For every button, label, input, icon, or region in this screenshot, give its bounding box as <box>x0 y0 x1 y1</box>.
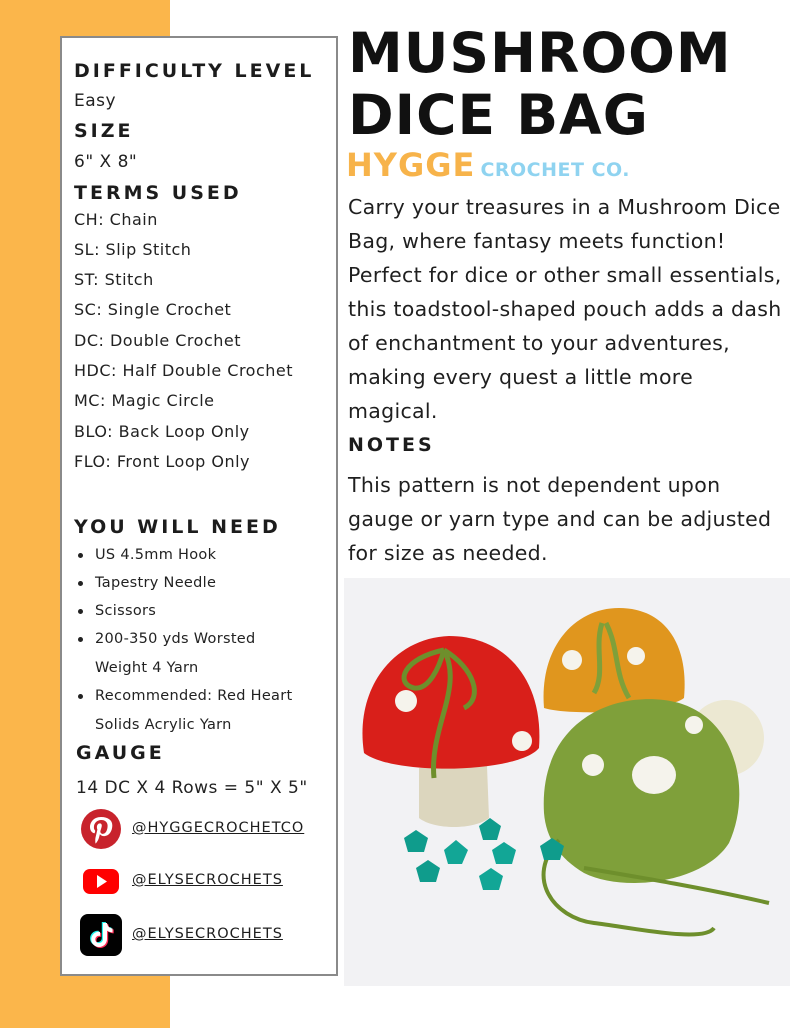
term-item: BLO: Back Loop Only <box>74 422 250 441</box>
difficulty-value: Easy <box>74 91 117 111</box>
brand-crochet-co: CROCHET CO. <box>480 159 630 181</box>
term-item: SL: Slip Stitch <box>74 240 192 259</box>
brand-hygge: HYGGE <box>346 146 476 184</box>
size-value: 6" X 8" <box>74 152 138 172</box>
bullet-icon <box>78 694 83 699</box>
need-heading: YOU WILL NEED <box>74 516 281 538</box>
title-line: MUSHROOM <box>348 21 732 85</box>
social-tiktok[interactable] <box>80 914 320 958</box>
term-item: SC: Single Crochet <box>74 300 232 319</box>
bullet-icon <box>78 637 83 642</box>
term-item: CH: Chain <box>74 210 158 229</box>
title-line: DICE BAG <box>348 83 649 147</box>
need-list-item: Tapestry Needle <box>78 569 328 598</box>
need-list-item: Scissors <box>78 597 328 626</box>
product-photo <box>344 578 790 986</box>
social-pinterest[interactable] <box>80 808 320 852</box>
term-item: HDC: Half Double Crochet <box>74 361 294 380</box>
term-item: FLO: Front Loop Only <box>74 452 250 471</box>
need-list-item: Recommended: Red Heart Solids Acrylic Yarn <box>78 682 326 739</box>
social-handle[interactable]: @HYGGECROCHETCO <box>132 820 305 836</box>
notes-heading: NOTES <box>348 434 435 456</box>
bullet-icon <box>78 553 83 558</box>
social-handle[interactable]: @ELYSECROCHETS <box>132 926 283 942</box>
pattern-info-panel <box>60 36 338 976</box>
page-title <box>348 22 788 146</box>
bullet-icon <box>78 581 83 586</box>
social-handle[interactable]: @ELYSECROCHETS <box>132 872 283 888</box>
tiktok-icon <box>80 914 122 956</box>
gauge-heading: GAUGE <box>76 742 165 764</box>
social-youtube[interactable] <box>80 860 320 904</box>
difficulty-heading: DIFFICULTY LEVEL <box>74 60 315 82</box>
brand-logo <box>346 146 630 182</box>
term-item: ST: Stitch <box>74 270 154 289</box>
terms-heading: TERMS USED <box>74 182 242 204</box>
bullet-icon <box>78 609 83 614</box>
pinterest-icon <box>80 808 122 850</box>
intro-text: Carry your treasures in a Mushroom Dice Bag, where fantasy meets function! Perfect for dice or other small essentials, this toadstool-shaped pouch adds a dash of enchantment to your adventures, making every quest a little more magical. <box>348 195 782 423</box>
size-heading: SIZE <box>74 120 134 142</box>
need-list-item: 200-350 yds Worsted Weight 4 Yarn <box>78 625 278 682</box>
youtube-icon <box>80 860 122 902</box>
term-item: DC: Double Crochet <box>74 331 241 350</box>
gauge-value: 14 DC X 4 Rows = 5" X 5" <box>76 778 308 798</box>
need-list-item: US 4.5mm Hook <box>78 541 328 570</box>
notes-text: This pattern is not dependent upon gauge or yarn type and can be adjusted for size as needed. <box>348 473 772 565</box>
term-item: MC: Magic Circle <box>74 391 215 410</box>
